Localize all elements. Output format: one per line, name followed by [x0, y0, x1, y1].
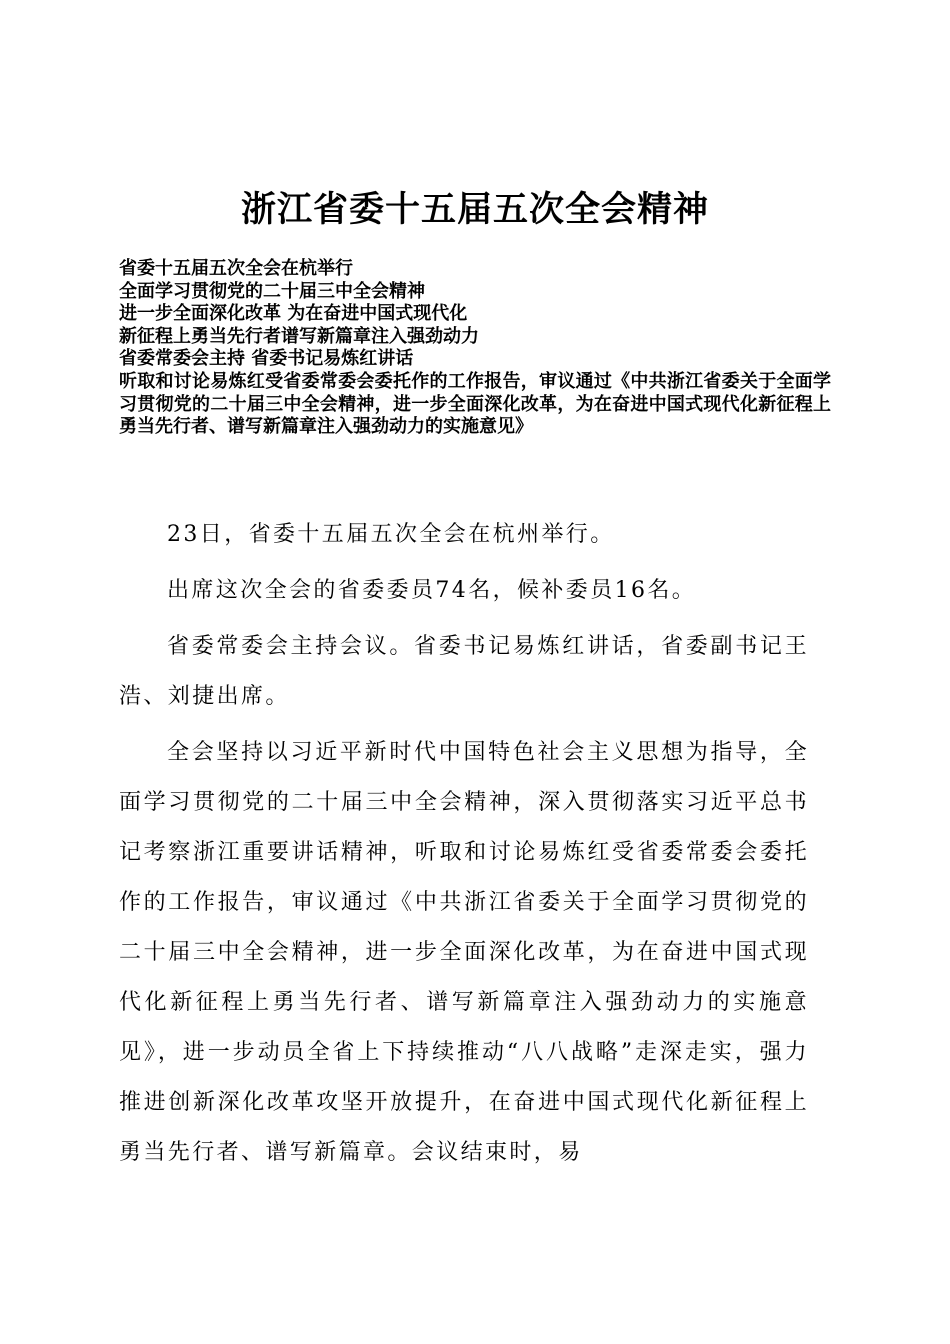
headline-block: [119, 258, 831, 439]
headline-line: 全面学习贯彻党的二十届三中全会精神: [119, 280, 425, 302]
article-body: [119, 510, 809, 1184]
paragraph: 省委常委会主持会议。省委书记易炼红讲话，省委副书记王浩、刘捷出席。: [119, 634, 809, 709]
headline-line: 省委十五届五次全会在杭举行: [119, 258, 353, 279]
paragraph: 23日，省委十五届五次全会在杭州举行。: [167, 522, 615, 547]
headline-summary: 听取和讨论易炼红受省委常委会委托作的工作报告，审议通过《中共浙江省委关于全面学习贯彻党的二十届三中全会精神，进一步全面深化改革，为在奋进中国式现代化新征程上勇当先行者、谱写新篇章注入强劲动力的实施意见》: [119, 370, 831, 438]
headline-line: 新征程上勇当先行者谱写新篇章注入强劲动力: [119, 325, 479, 347]
paragraph: 出席这次全会的省委委员74名，候补委员16名。: [167, 578, 697, 603]
headline-line: 进一步全面深化改革 为在奋进中国式现代化: [119, 303, 468, 325]
headline-line: 省委常委会主持 省委书记易炼红讲话: [119, 348, 414, 370]
document-title: 浙江省委十五届五次全会精神: [240, 189, 709, 230]
paragraph: 全会坚持以习近平新时代中国特色社会主义思想为指导，全面学习贯彻党的二十届三中全会精神，深入贯彻落实习近平总书记考察浙江重要讲话精神，听取和讨论易炼红受省委常委会委托作的工作报告，审议通过《中共浙江省委关于全面学习贯彻党的二十届三中全会精神，进一步全面深化改革，为在奋进中国式现代化新征程上勇当先行者、谱写新篇章注入强劲动力的实施意见》，进一步动员全省上下持续推动“八八战略”走深走实，强力推进创新深化改革攻坚开放提升，在奋进中国式现代化新征程上勇当先行者、谱写新篇章。会议结束时，易: [119, 740, 809, 1165]
